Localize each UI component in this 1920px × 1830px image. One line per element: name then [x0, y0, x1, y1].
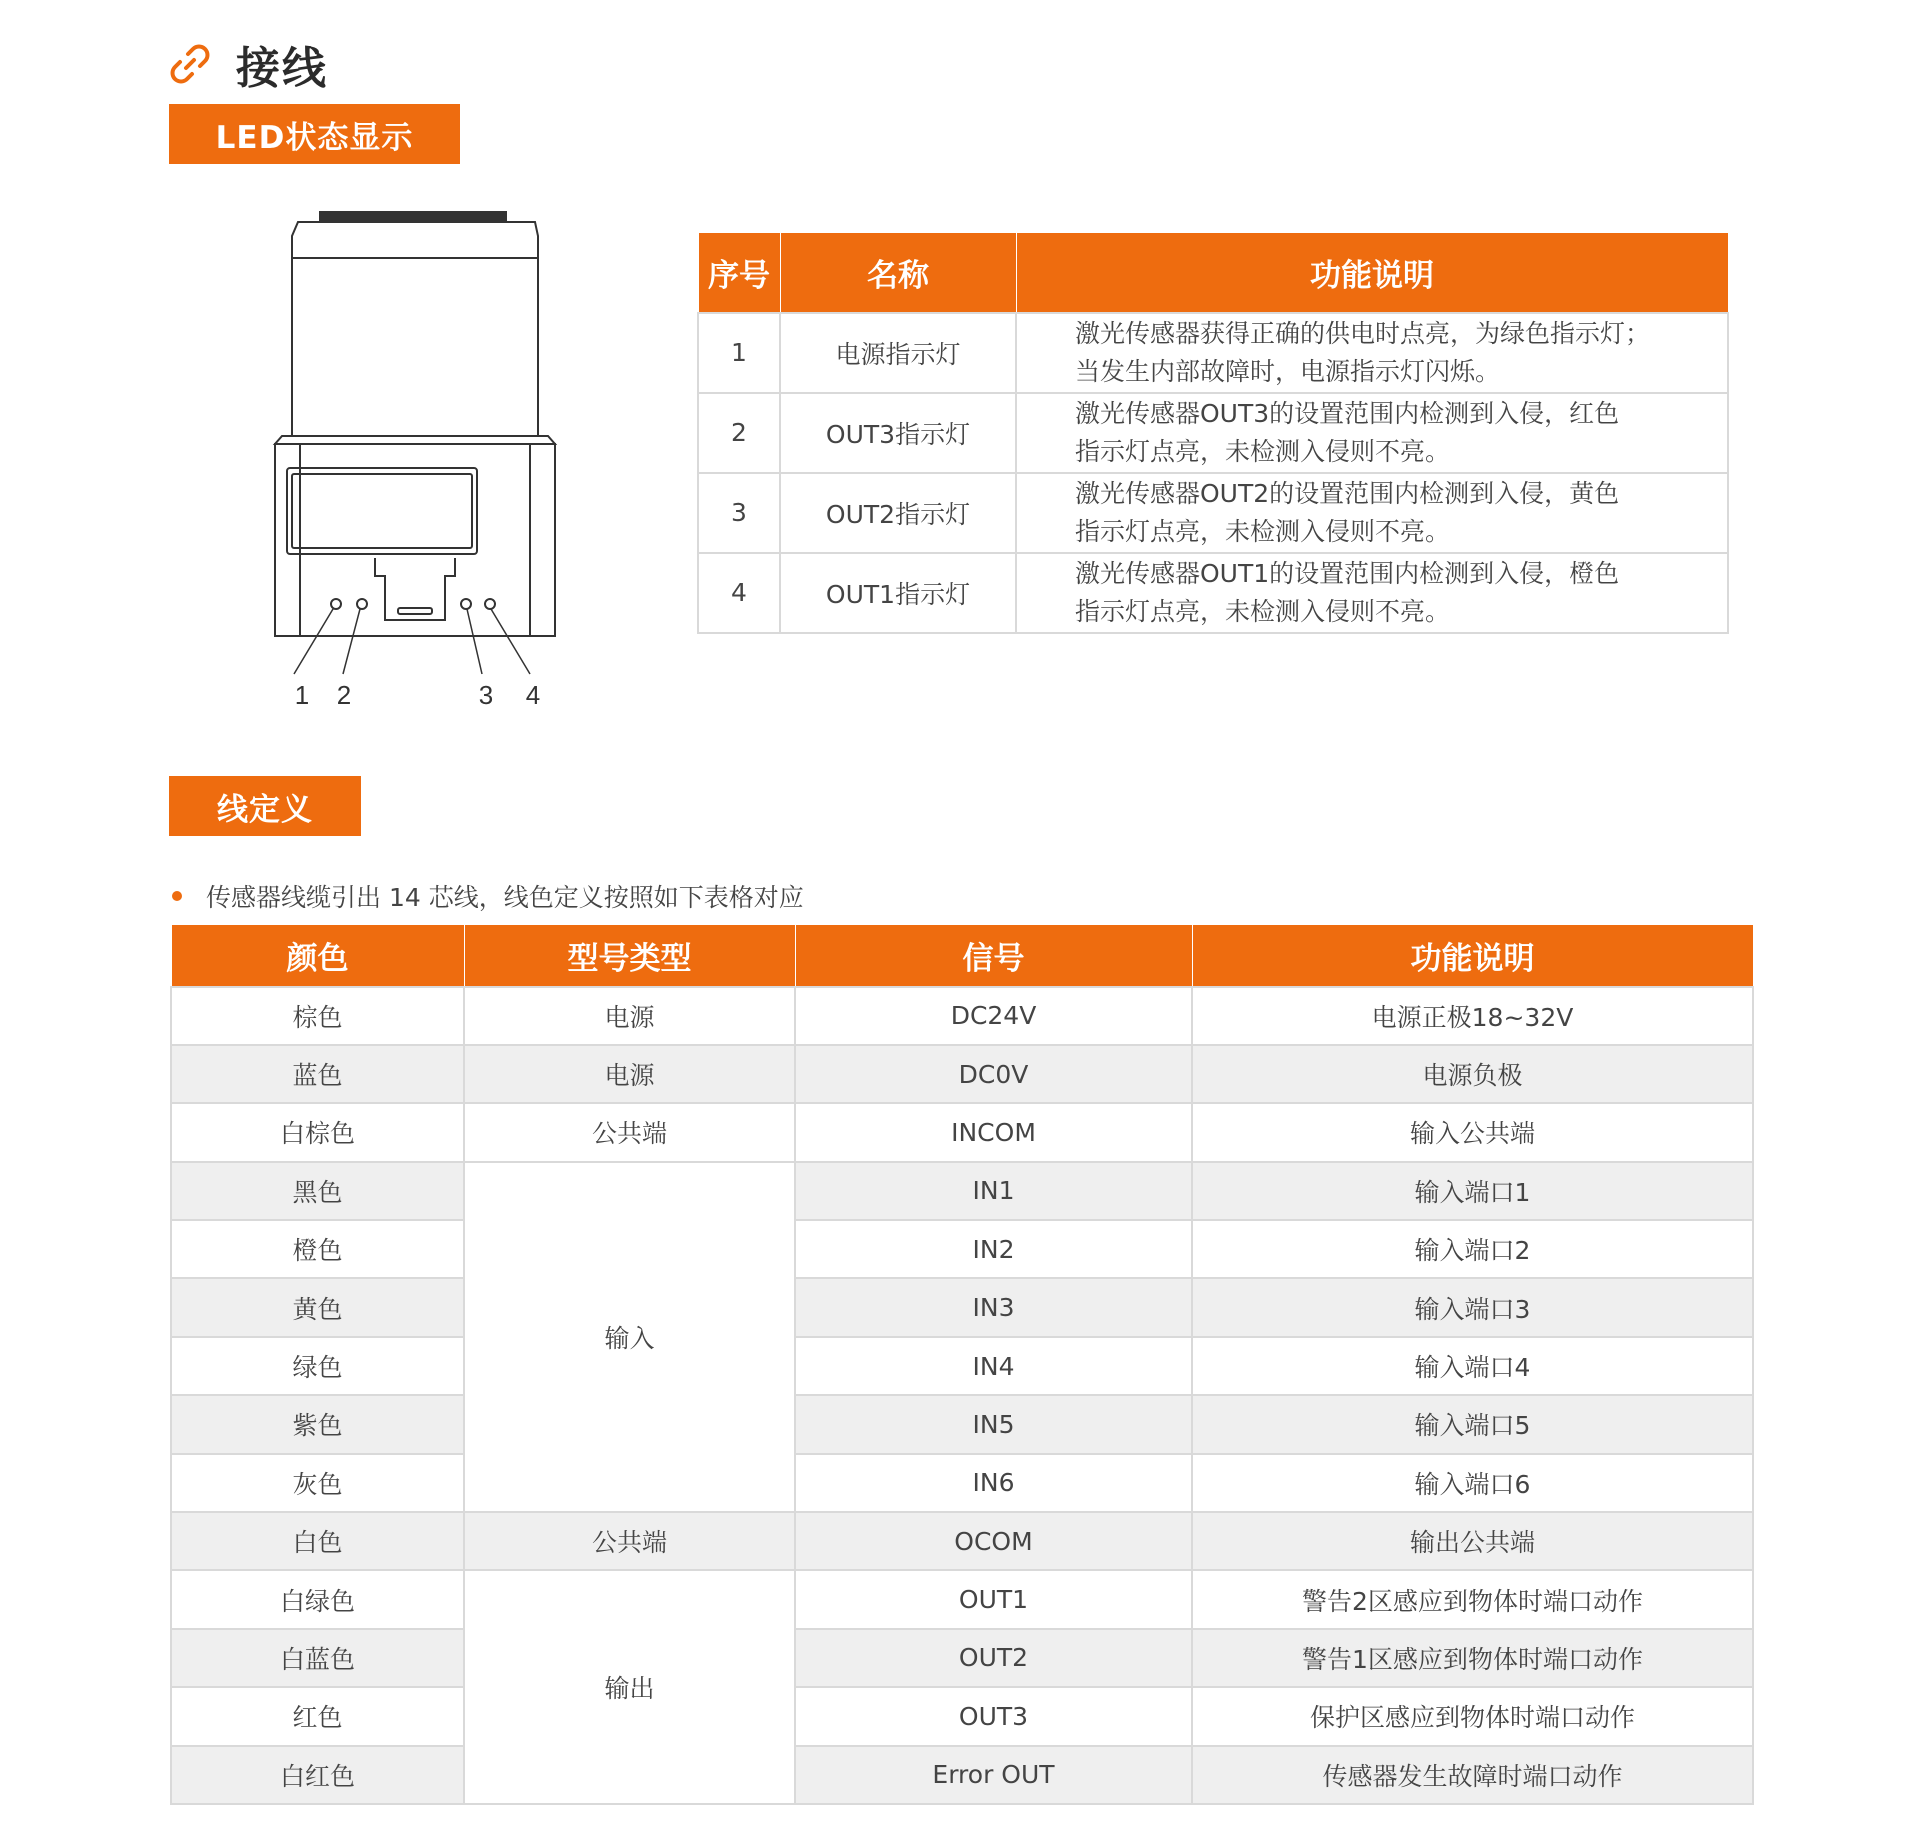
cell-no: 4 — [698, 553, 780, 633]
led-section-tag: LED状态显示 — [169, 104, 460, 164]
desc-line: 指示灯点亮，未检测入侵则不亮。 — [1075, 516, 1451, 546]
desc-line: 激光传感器OUT2的设置范围内检测到入侵，黄色 — [1075, 478, 1620, 508]
table-row — [171, 1395, 1753, 1453]
desc-line: 激光传感器OUT1的设置范围内检测到入侵，橙色 — [1075, 558, 1620, 588]
cell-signal: OUT2 — [795, 1629, 1192, 1687]
cell-desc: 保护区感应到物体时端口动作 — [1192, 1687, 1753, 1745]
wire-note-text: 传感器线缆引出 14 芯线，线色定义按照如下表格对应 — [206, 883, 804, 912]
cell-type: 公共端 — [464, 1512, 795, 1570]
cell-desc: 输出公共端 — [1192, 1512, 1753, 1570]
table-header-row — [698, 233, 1728, 313]
cell-color: 白色 — [171, 1512, 464, 1570]
cell-desc: 输入端口1 — [1192, 1162, 1753, 1220]
cell-color: 蓝色 — [171, 1045, 464, 1103]
header-no: 序号 — [698, 233, 780, 313]
cell-no: 3 — [698, 473, 780, 553]
link-icon — [166, 40, 214, 88]
header-name: 名称 — [780, 233, 1016, 313]
cell-name: OUT2指示灯 — [780, 473, 1016, 553]
callout-label: 1 — [294, 680, 310, 708]
table-row — [171, 987, 1753, 1045]
cell-desc — [1016, 313, 1728, 393]
callout-label: 3 — [478, 680, 494, 708]
led-status-table — [697, 232, 1729, 634]
cell-color: 红色 — [171, 1687, 464, 1745]
cell-color: 棕色 — [171, 987, 464, 1045]
table-row — [698, 313, 1728, 393]
cell-name: OUT1指示灯 — [780, 553, 1016, 633]
bullet-icon — [172, 891, 182, 901]
table-row — [698, 393, 1728, 473]
cell-color: 白蓝色 — [171, 1629, 464, 1687]
cell-color: 紫色 — [171, 1395, 464, 1453]
cell-color: 黄色 — [171, 1278, 464, 1336]
cell-signal: DC24V — [795, 987, 1192, 1045]
cell-signal: OUT1 — [795, 1570, 1192, 1628]
wire-note — [172, 878, 804, 914]
sensor-device-diagram — [270, 208, 560, 708]
cell-color: 橙色 — [171, 1220, 464, 1278]
cell-type-merged: 输入 — [464, 1162, 795, 1512]
cell-signal: IN5 — [795, 1395, 1192, 1453]
table-row — [171, 1570, 1753, 1628]
cell-signal: IN4 — [795, 1337, 1192, 1395]
table-header-row — [171, 925, 1753, 987]
cell-type: 电源 — [464, 987, 795, 1045]
wire-section-tag: 线定义 — [169, 776, 361, 836]
cell-desc: 电源负极 — [1192, 1045, 1753, 1103]
cell-signal: INCOM — [795, 1103, 1192, 1161]
cell-desc: 输入端口4 — [1192, 1337, 1753, 1395]
cell-color: 白红色 — [171, 1746, 464, 1804]
table-row — [171, 1454, 1753, 1512]
cell-desc: 警告1区感应到物体时端口动作 — [1192, 1629, 1753, 1687]
cell-signal: IN1 — [795, 1162, 1192, 1220]
cell-name: OUT3指示灯 — [780, 393, 1016, 473]
header-type: 型号类型 — [464, 925, 795, 987]
cell-signal: IN3 — [795, 1278, 1192, 1336]
header-signal: 信号 — [795, 925, 1192, 987]
cell-desc — [1016, 393, 1728, 473]
cell-signal: DC0V — [795, 1045, 1192, 1103]
desc-line: 指示灯点亮，未检测入侵则不亮。 — [1075, 596, 1451, 626]
cell-name: 电源指示灯 — [780, 313, 1016, 393]
cell-desc: 输入公共端 — [1192, 1103, 1753, 1161]
table-row — [171, 1162, 1753, 1220]
page-title: 接线 — [236, 43, 328, 94]
cell-desc: 传感器发生故障时端口动作 — [1192, 1746, 1753, 1804]
page-header — [166, 34, 328, 94]
cell-signal: OCOM — [795, 1512, 1192, 1570]
table-row — [171, 1512, 1753, 1570]
table-row — [171, 1629, 1753, 1687]
cell-desc: 输入端口3 — [1192, 1278, 1753, 1336]
table-row — [171, 1337, 1753, 1395]
cell-no: 2 — [698, 393, 780, 473]
table-row — [698, 473, 1728, 553]
cell-desc: 输入端口6 — [1192, 1454, 1753, 1512]
table-row — [171, 1746, 1753, 1804]
header-color: 颜色 — [171, 925, 464, 987]
callout-label: 4 — [525, 680, 541, 708]
cell-desc: 输入端口5 — [1192, 1395, 1753, 1453]
cell-color: 白棕色 — [171, 1103, 464, 1161]
cell-signal: Error OUT — [795, 1746, 1192, 1804]
cell-type-merged: 输出 — [464, 1570, 795, 1804]
cell-color: 灰色 — [171, 1454, 464, 1512]
desc-line: 激光传感器获得正确的供电时点亮，为绿色指示灯； — [1075, 318, 1651, 348]
table-row — [171, 1103, 1753, 1161]
cell-signal: OUT3 — [795, 1687, 1192, 1745]
cell-type: 电源 — [464, 1045, 795, 1103]
table-row — [171, 1220, 1753, 1278]
cell-desc: 输入端口2 — [1192, 1220, 1753, 1278]
table-row — [171, 1278, 1753, 1336]
cell-signal: IN2 — [795, 1220, 1192, 1278]
table-row — [171, 1045, 1753, 1103]
cell-color: 白绿色 — [171, 1570, 464, 1628]
callout-label: 2 — [336, 680, 352, 708]
header-desc: 功能说明 — [1016, 233, 1728, 313]
cell-signal: IN6 — [795, 1454, 1192, 1512]
cell-desc — [1016, 553, 1728, 633]
cell-color: 黑色 — [171, 1162, 464, 1220]
cell-type: 公共端 — [464, 1103, 795, 1161]
cell-desc: 警告2区感应到物体时端口动作 — [1192, 1570, 1753, 1628]
header-desc: 功能说明 — [1192, 925, 1753, 987]
wire-definition-table — [170, 924, 1754, 1805]
desc-line: 激光传感器OUT3的设置范围内检测到入侵，红色 — [1075, 398, 1620, 428]
cell-desc: 电源正极18~32V — [1192, 987, 1753, 1045]
cell-color: 绿色 — [171, 1337, 464, 1395]
table-row — [171, 1687, 1753, 1745]
cell-desc — [1016, 473, 1728, 553]
desc-line: 当发生内部故障时，电源指示灯闪烁。 — [1075, 356, 1501, 386]
table-row — [698, 553, 1728, 633]
desc-line: 指示灯点亮，未检测入侵则不亮。 — [1075, 436, 1451, 466]
cell-no: 1 — [698, 313, 780, 393]
